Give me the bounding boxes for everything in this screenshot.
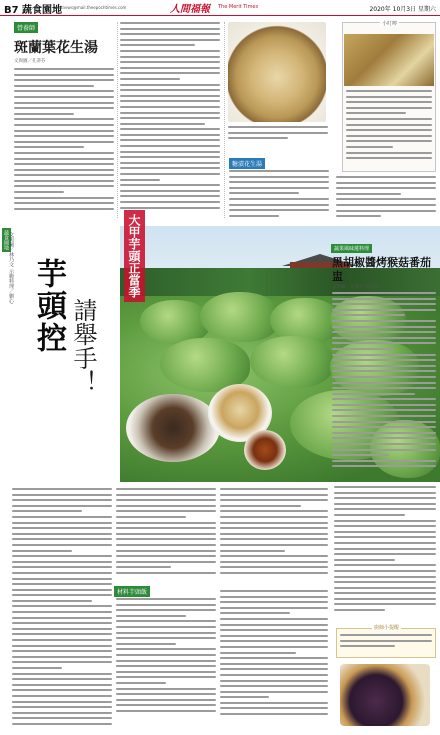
feature-byline: 文與圖／林乃文 示範料理／劉心 [8,232,14,304]
side-box-photo [344,34,434,86]
article-body-col1 [14,68,114,218]
feature-section-tag: 蔬食園地 [3,230,9,250]
feature-body-col1 [12,488,112,728]
feature-subheadline: 大甲芋頭正當季 [124,210,145,302]
column-divider [117,22,118,218]
right-article-body [332,292,436,478]
recipe-text [229,170,329,224]
feature-body-col2 [116,488,216,582]
newspaper-logo: 人間福報 [170,4,210,15]
article-body-col2 [120,22,220,218]
column-divider [224,22,225,218]
article-title: 斑蘭葉花生湯 [14,40,98,56]
right-article-byline: 文與圖／吳慧文·吳長洪 [332,285,379,290]
article-tag: 營養師 [14,22,38,33]
feature-headline-2: 請舉手！ [69,298,97,394]
page-header [0,0,440,16]
newspaper-english-name: The Merit Times [218,4,259,10]
section-label: B7 蔬食園地 [4,5,63,16]
taro-side-dish-photo [244,430,286,470]
peanut-soup-photo [228,22,326,122]
right-article-steps [334,486,436,622]
issue-date: 2020年 10月3日 星期六 [369,6,436,13]
steps-list [220,590,328,728]
article-byline: 文與圖／孔蒂芬 [14,59,46,64]
right-article-tag: 蔬果風味蓮料理 [331,244,372,253]
taro-dish-photo [126,394,220,462]
eggplant-dish-photo [340,664,430,726]
feature-headline: 芋頭控 [31,258,66,354]
ingredients-tag: 材料芋頭飯 [114,586,150,597]
soup-caption-lines [228,126,328,148]
recipe-tag: 糖漬花生湯 [229,158,265,169]
tip-box-title: 廚師小提醒 [374,625,400,631]
side-box-text [346,90,432,168]
taro-leaf [200,292,280,342]
ingredients-list [116,598,216,728]
recipe-text-2 [336,176,436,224]
tip-box-text [340,634,432,656]
side-box-title: 小叮嚀 [382,21,398,27]
taro-leaf [250,336,334,388]
section-url: hotnews@mail.theepochtimes.com [56,5,127,10]
feature-body-col3 [220,488,328,582]
right-article-title: 黑胡椒醬烤猴菇番茄盅 [332,256,431,283]
